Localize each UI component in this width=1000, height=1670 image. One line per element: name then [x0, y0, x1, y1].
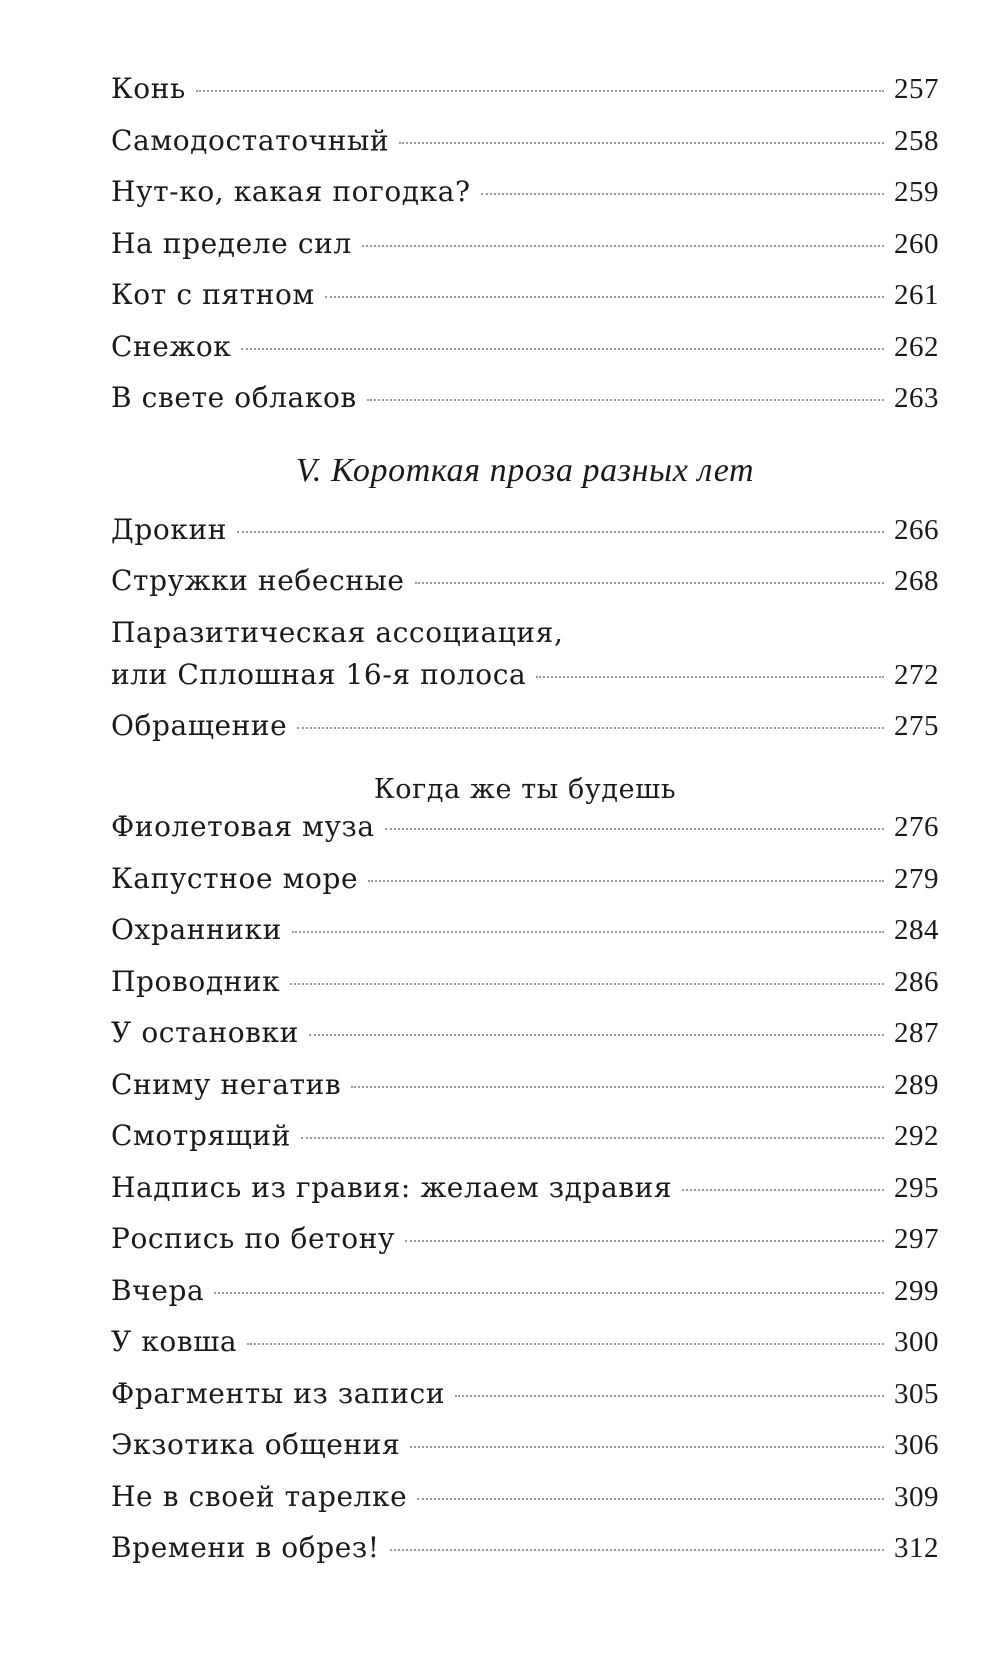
- toc-entry-page-number: 284: [894, 914, 939, 946]
- toc-entry-title: Нут-ко, какая погодка?: [111, 175, 471, 208]
- toc-entry-page-number: 262: [894, 330, 939, 363]
- dot-leader: [682, 1189, 884, 1191]
- toc-entry-title: У остановки: [111, 1016, 299, 1049]
- toc-entry-title: Роспись по бетону: [111, 1222, 396, 1255]
- toc-entry[interactable]: [111, 1274, 939, 1326]
- toc-entry-page-number: 299: [894, 1274, 939, 1307]
- toc-entry[interactable]: [111, 227, 939, 279]
- toc-entry[interactable]: [111, 1377, 939, 1429]
- toc-entry-title-line2: или Сплошная 16-я полоса: [111, 657, 527, 691]
- toc-entry-title: Надпись из гравия: желаем здравия: [111, 1170, 673, 1204]
- subsection-heading: Когда же ты будешь: [373, 774, 677, 805]
- toc-entry-title: Фрагменты из записи: [111, 1376, 446, 1410]
- dot-leader: [309, 1034, 884, 1036]
- toc-entry-page-number: 286: [894, 965, 939, 998]
- toc-entry-page-number: 268: [894, 565, 939, 597]
- toc-list-after-multi: [111, 709, 939, 761]
- toc-entry[interactable]: [111, 1325, 939, 1377]
- toc-entry-title-line1: Паразитическая ассоциация,: [111, 615, 564, 649]
- dot-leader: [247, 1343, 884, 1345]
- toc-list-section: [111, 513, 939, 616]
- toc-entry[interactable]: [111, 72, 939, 124]
- toc-entry-title: Самодостаточный: [111, 123, 390, 157]
- dot-leader: [390, 1549, 884, 1551]
- toc-entry-title: Вчера: [111, 1273, 205, 1307]
- toc-entry-title: Дрокин: [111, 512, 227, 546]
- toc-entry-page-number: 266: [894, 513, 939, 546]
- dot-leader: [410, 1446, 884, 1448]
- dot-leader: [368, 880, 884, 882]
- toc-entry-title: Сниму негатив: [111, 1067, 342, 1101]
- toc-entry[interactable]: [111, 381, 939, 433]
- toc-entry[interactable]: [111, 1480, 939, 1532]
- table-of-contents: [111, 72, 939, 1583]
- toc-entry-title: Капустное море: [111, 861, 359, 895]
- toc-entry[interactable]: [111, 513, 939, 565]
- toc-entry[interactable]: [111, 1428, 939, 1480]
- toc-entry[interactable]: [111, 810, 939, 862]
- toc-entry-title: Фиолетовая муза: [111, 810, 375, 843]
- dot-leader: [237, 531, 884, 533]
- dot-leader: [196, 90, 884, 92]
- toc-entry[interactable]: [111, 1171, 939, 1223]
- dot-leader: [481, 193, 884, 195]
- toc-entry-page-number: 261: [894, 279, 939, 311]
- toc-entry-title: В свете облаков: [111, 381, 357, 414]
- toc-entry-page-number: 272: [894, 658, 939, 691]
- toc-entry-page-number: 309: [894, 1480, 939, 1513]
- toc-entry-title: Смотрящий: [111, 1119, 291, 1152]
- dot-leader: [325, 296, 884, 298]
- dot-leader: [385, 828, 884, 830]
- toc-entry[interactable]: [111, 862, 939, 914]
- toc-entry[interactable]: [111, 965, 939, 1017]
- dot-leader: [214, 1292, 884, 1294]
- dot-leader: [455, 1395, 884, 1397]
- section-heading: V. Короткая проза разных лет: [295, 451, 755, 489]
- toc-entry-page-number: 305: [894, 1377, 939, 1410]
- toc-entry-page-number: 312: [894, 1532, 939, 1564]
- toc-entry[interactable]: [111, 1119, 939, 1171]
- toc-entry-title: Конь: [111, 72, 186, 105]
- toc-entry[interactable]: [111, 278, 939, 330]
- dot-leader: [417, 1498, 884, 1500]
- dot-leader: [301, 1137, 884, 1139]
- toc-entry-title: Стружки небесные: [111, 564, 405, 597]
- toc-entry-title: Охранники: [111, 913, 282, 946]
- toc-entry-page-number: 259: [894, 176, 939, 208]
- dot-leader: [241, 348, 884, 350]
- dot-leader: [415, 582, 884, 584]
- toc-entry[interactable]: [111, 175, 939, 227]
- dot-leader: [290, 983, 884, 985]
- toc-entry-page-number: 263: [894, 382, 939, 414]
- dot-leader: [367, 399, 884, 401]
- toc-entry-multiline[interactable]: [111, 616, 939, 692]
- toc-entry[interactable]: [111, 709, 939, 761]
- toc-entry-page-number: 260: [894, 227, 939, 260]
- dot-leader: [362, 245, 884, 247]
- toc-entry-page-number: 295: [894, 1171, 939, 1204]
- dot-leader: [297, 727, 884, 729]
- toc-list-subsection: [111, 810, 939, 1583]
- toc-entry-title: Кот с пятном: [111, 278, 315, 311]
- toc-entry[interactable]: [111, 1222, 939, 1274]
- dot-leader: [351, 1086, 884, 1088]
- toc-entry-title: Не в своей тарелке: [111, 1479, 408, 1513]
- toc-entry-title: У ковша: [111, 1325, 238, 1358]
- toc-entry[interactable]: [111, 124, 939, 176]
- toc-entry[interactable]: [111, 913, 939, 965]
- toc-entry-page-number: 306: [894, 1429, 939, 1461]
- dot-leader: [536, 676, 884, 678]
- toc-entry-page-number: 292: [894, 1120, 939, 1152]
- toc-entry-page-number: 258: [894, 124, 939, 157]
- dot-leader: [399, 142, 884, 144]
- toc-entry-page-number: 287: [894, 1017, 939, 1049]
- toc-entry-title: Экзотика общения: [111, 1428, 401, 1461]
- toc-entry-title: Проводник: [111, 964, 281, 998]
- toc-entry[interactable]: [111, 1016, 939, 1068]
- toc-entry-page-number: 289: [894, 1068, 939, 1101]
- toc-entry-page-number: 297: [894, 1223, 939, 1255]
- toc-entry-page-number: 279: [894, 862, 939, 895]
- toc-entry-page-number: 300: [894, 1326, 939, 1358]
- toc-entry-title: Снежок: [111, 329, 232, 363]
- dot-leader: [292, 931, 884, 933]
- toc-list-top: [111, 72, 939, 433]
- toc-entry[interactable]: [111, 330, 939, 382]
- toc-entry[interactable]: [111, 1068, 939, 1120]
- toc-entry-page-number: 275: [894, 709, 939, 742]
- toc-entry-title: Обращение: [111, 708, 288, 742]
- dot-leader: [405, 1240, 884, 1242]
- toc-entry-page-number: 276: [894, 811, 939, 843]
- toc-entry-title: На пределе сил: [111, 226, 352, 260]
- toc-entry[interactable]: [111, 1531, 939, 1583]
- toc-entry-title: Времени в обрез!: [111, 1531, 380, 1564]
- toc-entry-page-number: 257: [894, 73, 939, 105]
- toc-entry[interactable]: [111, 564, 939, 616]
